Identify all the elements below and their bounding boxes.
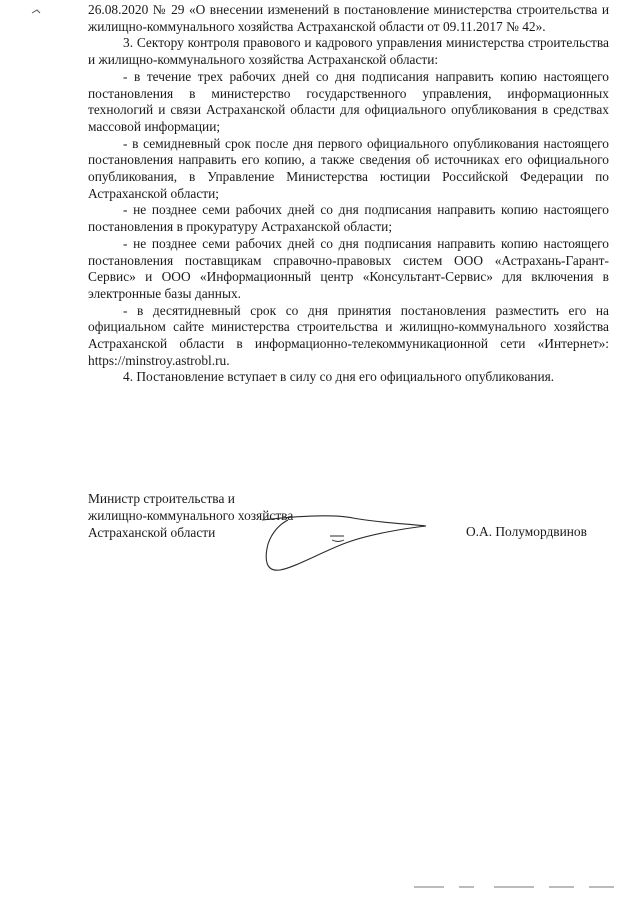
list-item-2: - в семидневный срок после дня первого официального опубликования настоящего постановления направить его копию, а также сведения об источниках его официального опубликования, в Управление Министерства юстиции Российской Федерации по Астраханской области; bbox=[88, 135, 609, 201]
list-item-1: - в течение трех рабочих дней со дня подписания направить копию настоящего постановления в министерство государственного управления, информационных технологий и связи Астраханской области для официального опубликования в средствах массовой информации; bbox=[88, 68, 609, 134]
signatory-title-line-2: жилищно-коммунального хозяйства bbox=[88, 508, 294, 523]
paragraph-reference: 26.08.2020 № 29 «О внесении изменений в постановление министерства строительства и жилищно-коммунального хозяйства Астраханской области от 09.11.2017 № 42». bbox=[88, 2, 609, 34]
signatory-title-line-3: Астраханской области bbox=[88, 525, 216, 540]
scan-mark-top bbox=[30, 6, 50, 16]
signatory-name: О.А. Полумордвинов bbox=[466, 524, 587, 539]
list-item-3: - не позднее семи рабочих дней со дня подписания направить копию настоящего постановления в прокуратуру Астраханской области; bbox=[88, 202, 609, 235]
list-item-5: - в десятидневный срок со дня принятия постановления разместить его на официальном сайте министерства строительства и жилищно-коммунального хозяйства Астраханской области в информационно-телекоммуникационной сети «Интернет»: https://minstroy.astrobl.ru. bbox=[88, 302, 609, 368]
paragraph-3: 3. Сектору контроля правового и кадрового управления министерства строительства и жилищно-коммунального хозяйства Астраханской области: bbox=[88, 35, 609, 68]
document-body bbox=[88, 2, 609, 386]
handwritten-signature bbox=[258, 502, 433, 574]
scan-mark-bottom bbox=[414, 884, 614, 890]
list-item-4: - не позднее семи рабочих дней со дня подписания направить копию настоящего постановления поставщикам справочно-правовых систем ООО «Астрахань-Гарант-Сервис» и ООО «Информационный центр «Консультант-Сервис» для включения в электронные базы данных. bbox=[88, 235, 609, 301]
paragraph-4: 4. Постановление вступает в силу со дня его официального опубликования. bbox=[123, 369, 555, 385]
signatory-title-line-1: Министр строительства и bbox=[88, 491, 235, 506]
